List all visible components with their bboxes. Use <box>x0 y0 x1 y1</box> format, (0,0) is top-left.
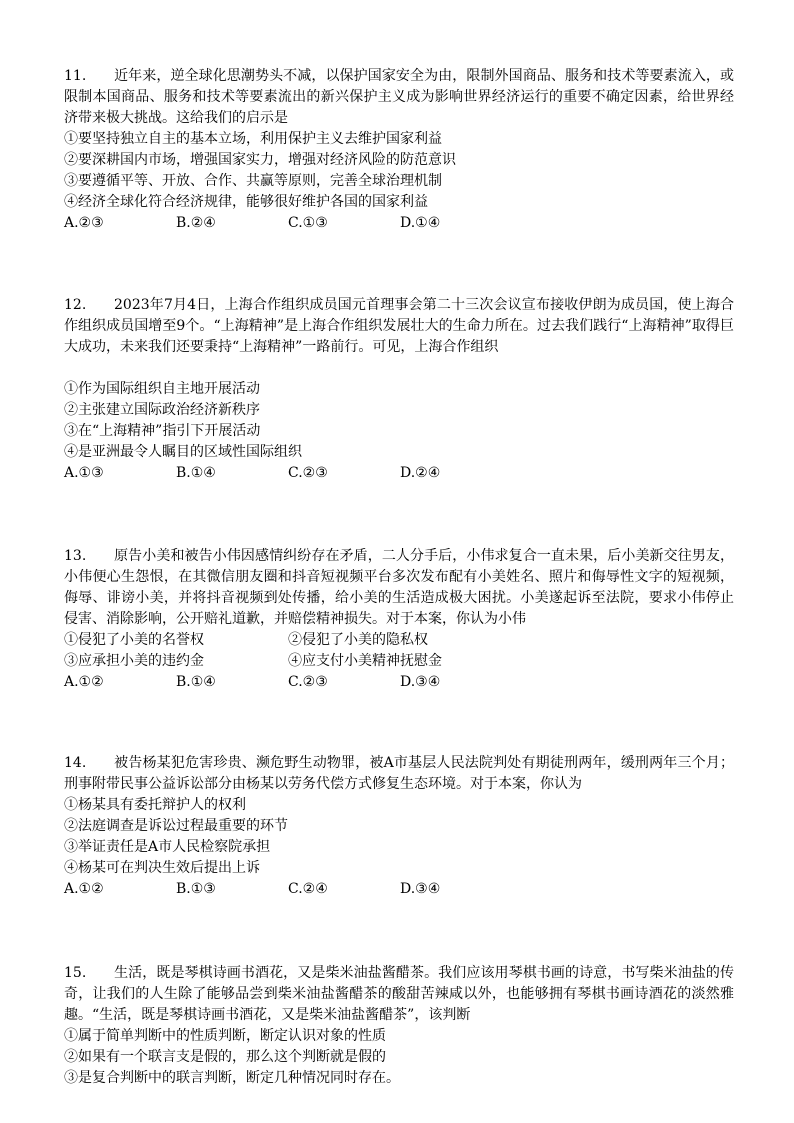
question-text: 近年来，逆全球化思潮势头不减，以保护国家安全为由，限制外国商品、服务和技术等要素流入，或限制本国商品、服务和技术等要素流出的新兴保护主义成为影响世界经济运行的重要不确定因素，给世界经济带来极大挑战。这给我们的启示是 <box>64 68 734 126</box>
answer-choices <box>64 463 734 484</box>
choice-c: C.②③ <box>288 674 328 690</box>
question-number: 14. <box>64 755 87 771</box>
option-4: ④经济全球化符合经济规律，能够很好维护各国的国家利益 <box>64 194 428 210</box>
choice-d: D.③④ <box>400 881 441 897</box>
question-12 <box>64 295 734 484</box>
question-text: 2023年7月4日，上海合作组织成员国元首理事会第二十三次会议宣布接收伊朗为成员国，使上海合作组织成员国增至9个。“上海精神”是上海合作组织发展壮大的生命力所在。过去我们践行“上海精神”取得巨大成功，未来我们还要秉持“上海精神”一路前行。可见，上海合作组织 <box>64 297 734 355</box>
question-11 <box>64 66 734 234</box>
choice-c: C.①③ <box>288 215 328 231</box>
exam-page <box>64 66 734 1089</box>
question-14 <box>64 753 734 900</box>
choice-a: A.①② <box>64 881 104 897</box>
choice-b: B.②④ <box>176 215 216 231</box>
question-number: 12. <box>64 297 87 313</box>
option-row <box>64 651 734 672</box>
option-2: ②主张建立国际政治经济新秩序 <box>64 402 260 418</box>
choice-d: D.①④ <box>400 215 441 231</box>
choice-d: D.②④ <box>400 465 441 481</box>
question-number: 13. <box>64 548 87 564</box>
question-text: 生活，既是琴棋诗画书酒花，又是柴米油盐酱醋茶。我们应该用琴棋书画的诗意，书写柴米油盐的传奇，让我们的人生除了能够品尝到柴米油盐酱醋茶的酸甜苦辣咸以外，也能够拥有琴棋书画诗酒花的淡然雅趣。“生活，既是琴棋诗画书酒花，又是柴米油盐酱醋茶”，该判断 <box>64 965 734 1023</box>
question-stem <box>64 963 734 1026</box>
option-2: ②如果有一个联言支是假的，那么这个判断就是假的 <box>64 1049 386 1065</box>
question-stem <box>64 66 734 129</box>
option-1: ①杨某具有委托辩护人的权利 <box>64 797 246 813</box>
choice-b: B.①③ <box>176 881 216 897</box>
option-4: ④应支付小美精神抚慰金 <box>288 653 442 669</box>
answer-choices <box>64 879 734 900</box>
question-15 <box>64 963 734 1089</box>
option-2: ②法庭调查是诉讼过程最重要的环节 <box>64 818 288 834</box>
option-3: ③要遵循平等、开放、合作、共赢等原则，完善全球治理机制 <box>64 173 442 189</box>
option-2: ②侵犯了小美的隐私权 <box>288 632 428 648</box>
option-1: ①属于简单判断中的性质判断，断定认识对象的性质 <box>64 1028 386 1044</box>
question-13 <box>64 546 734 693</box>
option-3: ③是复合判断中的联言判断，断定几种情况同时存在。 <box>64 1070 400 1086</box>
choice-b: B.①④ <box>176 674 216 690</box>
question-text: 原告小美和被告小伟因感情纠纷存在矛盾，二人分手后，小伟求复合一直未果，后小美新交往男友，小伟便心生怨恨，在其微信朋友圈和抖音短视频平台多次发布配有小美姓名、照片和侮辱性文字的短视频，侮辱、诽谤小美，并将抖音视频到处传播，给小美的生活造成极大困扰。小美遂起诉至法院，要求小伟停止侵害、消除影响，公开赔礼道歉，并赔偿精神损失。对于本案，你认为小伟 <box>64 548 734 627</box>
option-3: ③在“上海精神”指引下开展活动 <box>64 423 261 439</box>
option-4: ④是亚洲最令人瞩目的区域性国际组织 <box>64 444 302 460</box>
question-stem <box>64 753 734 795</box>
option-3: ③应承担小美的违约金 <box>64 653 204 669</box>
choice-a: A.①③ <box>64 465 104 481</box>
answer-choices <box>64 672 734 693</box>
choice-b: B.①④ <box>176 465 216 481</box>
option-2: ②要深耕国内市场，增强国家实力，增强对经济风险的防范意识 <box>64 152 456 168</box>
blank-line <box>64 358 734 379</box>
option-4: ④杨某可在判决生效后提出上诉 <box>64 860 260 876</box>
question-stem <box>64 295 734 358</box>
question-number: 11. <box>64 68 87 84</box>
choice-a: A.①② <box>64 674 104 690</box>
option-3: ③举证责任是A市人民检察院承担 <box>64 839 271 855</box>
choice-d: D.③④ <box>400 674 441 690</box>
option-1: ①作为国际组织自主地开展活动 <box>64 381 260 397</box>
answer-choices <box>64 213 734 234</box>
question-number: 15. <box>64 965 87 981</box>
option-1: ①侵犯了小美的名誉权 <box>64 632 204 648</box>
option-1: ①要坚持独立自主的基本立场，利用保护主义去维护国家利益 <box>64 131 442 147</box>
question-stem <box>64 546 734 630</box>
choice-c: C.②③ <box>288 465 328 481</box>
choice-c: C.②④ <box>288 881 328 897</box>
option-row <box>64 630 734 651</box>
question-text: 被告杨某犯危害珍贵、濒危野生动物罪，被A市基层人民法院判处有期徒刑两年，缓刑两年三个月；刑事附带民事公益诉讼部分由杨某以劳务代偿方式修复生态环境。对于本案，你认为 <box>64 755 734 792</box>
choice-a: A.②③ <box>64 215 104 231</box>
option-grid <box>64 630 734 672</box>
